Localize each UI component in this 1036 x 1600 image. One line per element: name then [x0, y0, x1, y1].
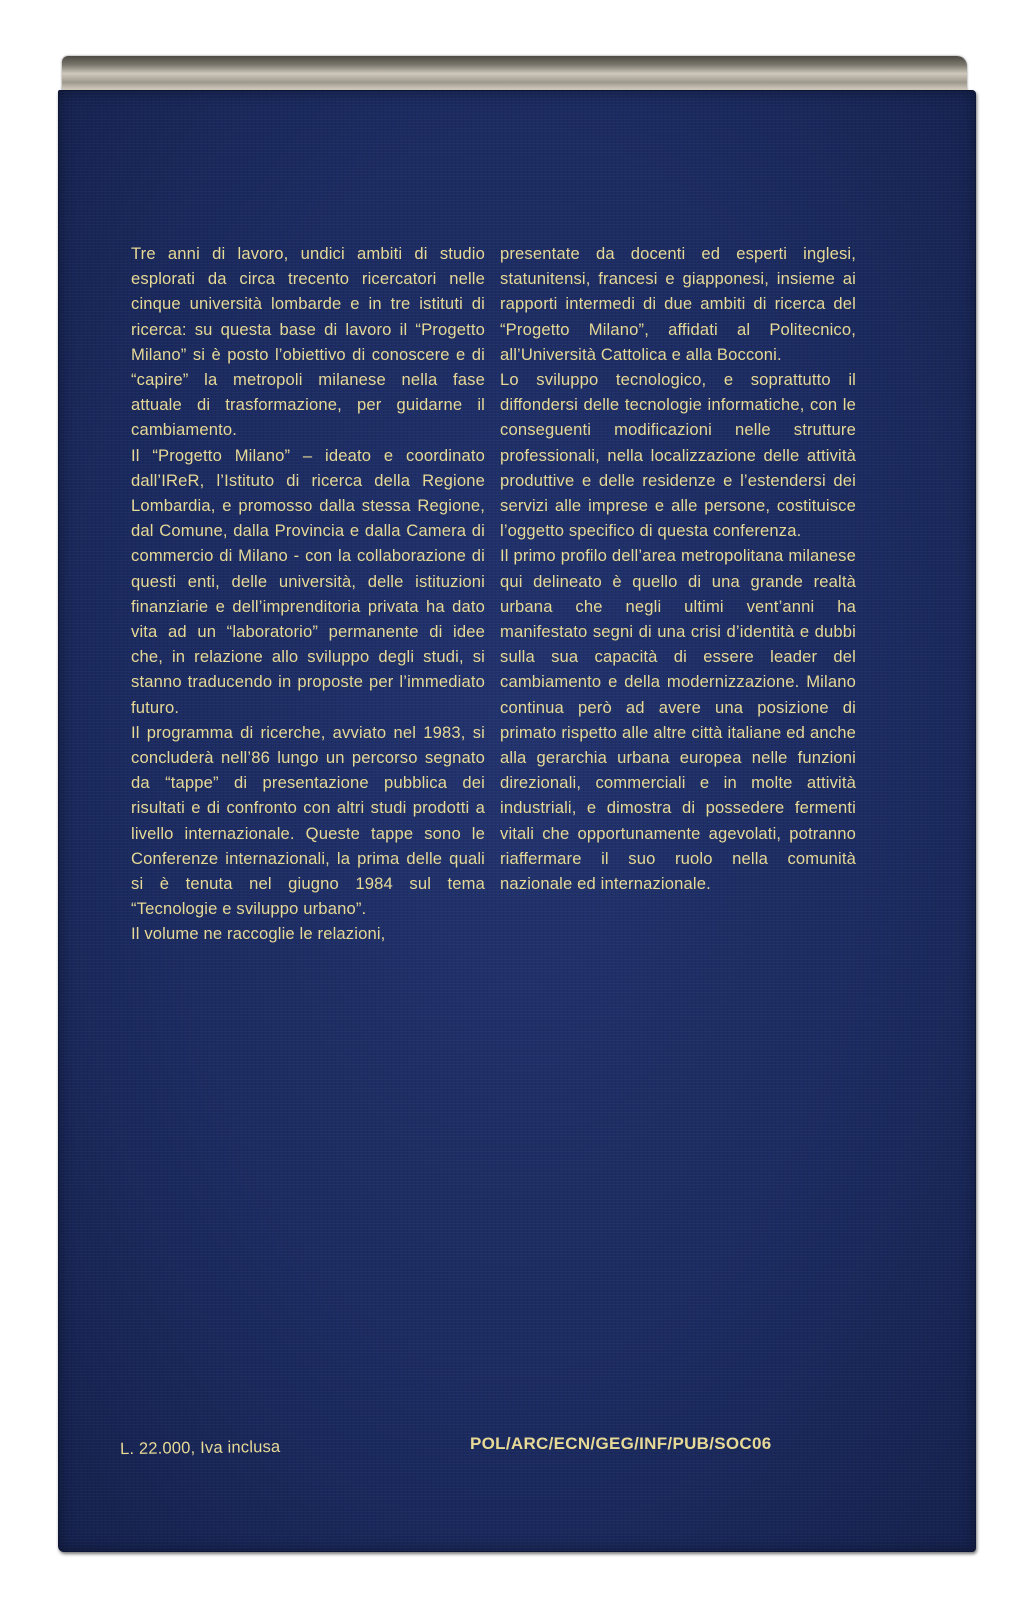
blurb-paragraph: Il “Progetto Milano” – ideato e coordinato dall’IReR, l’Istituto di ricerca della Regione Lombardia, e promosso dalla stessa Regione, dal Comune, dalla Provincia e dalla Camera di commercio di Milano - con la collaborazione di questi enti, delle università, delle istituzioni finanziarie e dell’imprenditoria privata ha dato vita ad un “laboratorio” permanente di idee che, in relazione allo sviluppo degli studi, si stanno traducendo in proposte per l’immediato futuro.	[131, 445, 485, 717]
blurb-right-column	[500, 241, 856, 896]
blurb-paragraph: presentate da docenti ed esperti inglesi, statunitensi, francesi e giapponesi, insieme ai rapporti intermedi di due ambiti di ricerca del “Progetto Milano”, affidati al Politecnico, all’Università Cattolica e alla Bocconi.	[500, 244, 856, 364]
blurb-paragraph: Lo sviluppo tecnologico, e soprattutto il diffondersi delle tecnologie informatiche, con le conseguenti modificazioni nelle strutture professionali, nella localizzazione delle attività produttive e delle residenze e l’estendersi dei servizi alle imprese e alle persone, costituisce l’oggetto specifico di questa conferenza.	[500, 370, 856, 541]
catalog-code: POL/ARC/ECN/GEG/INF/PUB/SOC06	[470, 1434, 772, 1453]
blurb-paragraph: Il programma di ricerche, avviato nel 1983, si concluderà nell’86 lungo un percorso segnato da “tappe” di presentazione pubblica dei risultati e di confronto con altri studi prodotti a livello internazionale. Queste tappe sono le Conferenze internazionali, la prima delle quali si è tenuta nel giugno 1984 sul tema “Tecnologie e sviluppo urbano”.	[131, 722, 485, 919]
price-label: L. 22.000, Iva inclusa	[119, 1437, 281, 1459]
blurb-left-column	[131, 241, 485, 947]
back-cover	[58, 90, 976, 1552]
book	[58, 56, 978, 1551]
blurb-paragraph: Il volume ne raccoglie le relazioni,	[131, 924, 386, 944]
blurb-paragraph: Il primo profilo dell’area metropolitana milanese qui delineato è quello di una grande realtà urbana che negli ultimi vent’anni ha manifestato segni di una crisi d’identità e dubbi sulla sua capacità di essere leader del cambiamento e della modernizzazione. Milano continua però ad avere una posizione di primato rispetto alle altre città italiane ed anche alla gerarchia urbana europea nelle funzioni direzionali, commerciali e in molte attività industriali, e dimostra di possedere fermenti vitali che opportunamente agevolati, potranno riaffermare il suo ruolo nella comunità nazionale ed internazionale.	[500, 546, 856, 894]
blurb-paragraph: Tre anni di lavoro, undici ambiti di studio esplorati da circa trecento ricercatori nelle cinque università lombarde e in tre istituti di ricerca: su questa base di lavoro il “Progetto Milano” si è posto l’obiettivo di conoscere e di “capire” la metropoli milanese nella fase attuale di trasformazione, per guidarne il cambiamento.	[131, 244, 485, 440]
